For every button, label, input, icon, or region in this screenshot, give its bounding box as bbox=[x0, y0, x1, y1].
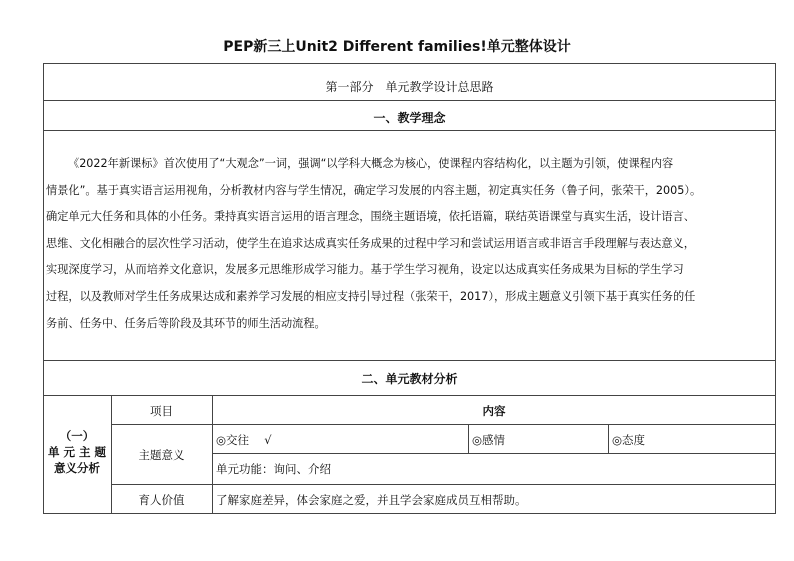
part-heading: 第一部分 单元教学设计总思路 bbox=[325, 80, 494, 94]
divider bbox=[468, 424, 469, 453]
paragraph-line: 务前、任务中、任务后等阶段及其环节的师生活动流程。 bbox=[46, 316, 326, 330]
option-communication: ◎交往 √ bbox=[216, 433, 272, 447]
paragraph-line: 《2022年新课标》首次使用了“大观念”一词，强调“以学科大概念为核心，使课程内容结构化，以主题为引领，使课程内容 bbox=[68, 157, 674, 170]
option-attitude: ◎态度 bbox=[612, 433, 646, 447]
paragraph-line: 确定单元大任务和具体的小任务。秉持真实语言运用的语言理念，围绕主题语境，依托语篇，联结英语课堂与真实生活，设计语言、 bbox=[46, 210, 695, 224]
section-heading: 二、单元教材分析 bbox=[361, 372, 458, 386]
column-header-item: 项目 bbox=[150, 404, 173, 418]
section-heading: 一、教学理念 bbox=[373, 111, 446, 125]
paragraph-line: 情景化”。基于真实语言运用视角，分析教材内容与学生情况，确定学习发展的内容主题，初定真实任务（鲁子问，张荣干，2005）。 bbox=[46, 183, 702, 197]
sub-section-label-line: 单 元 主 题 bbox=[47, 445, 106, 459]
sub-section-label-line: （一） bbox=[59, 429, 95, 443]
divider bbox=[43, 100, 776, 101]
sub-section-label bbox=[43, 428, 111, 476]
column-header-content: 内容 bbox=[482, 404, 506, 418]
divider bbox=[43, 360, 776, 361]
education-value-text: 了解家庭差异，体会家庭之爱，并且学会家庭成员互相帮助。 bbox=[216, 493, 527, 507]
divider bbox=[608, 424, 609, 453]
divider bbox=[111, 424, 776, 425]
divider bbox=[111, 484, 776, 485]
document-title: PEP新三上Unit2 Different families!单元整体设计 bbox=[223, 39, 571, 55]
paragraph-line: 思维、文化相融合的层次性学习活动，使学生在追求达成真实任务成果的过程中学习和尝试运用语言或非语言手段理解与表达意义， bbox=[46, 236, 695, 250]
sub-section-label-line: 意义分析 bbox=[54, 461, 100, 475]
row-label-theme: 主题意义 bbox=[138, 448, 185, 462]
divider bbox=[43, 395, 776, 396]
unit-function: 单元功能：询问、介绍 bbox=[216, 462, 331, 476]
paragraph-line: 过程，以及教师对学生任务成果达成和素养学习发展的相应支持引导过程（张荣干，2017），形成主题意义引领下基于真实任务的任 bbox=[46, 289, 696, 303]
paragraph-line: 实现深度学习，从而培养文化意识，发展多元思维形成学习能力。基于学生学习视角，设定以达成真实任务成果为目标的学生学习 bbox=[46, 263, 684, 277]
row-label-education-value: 育人价值 bbox=[138, 493, 185, 507]
divider bbox=[43, 130, 776, 131]
option-emotion: ◎感情 bbox=[472, 433, 506, 447]
divider bbox=[212, 453, 776, 454]
teaching-philosophy-paragraph bbox=[46, 151, 774, 337]
